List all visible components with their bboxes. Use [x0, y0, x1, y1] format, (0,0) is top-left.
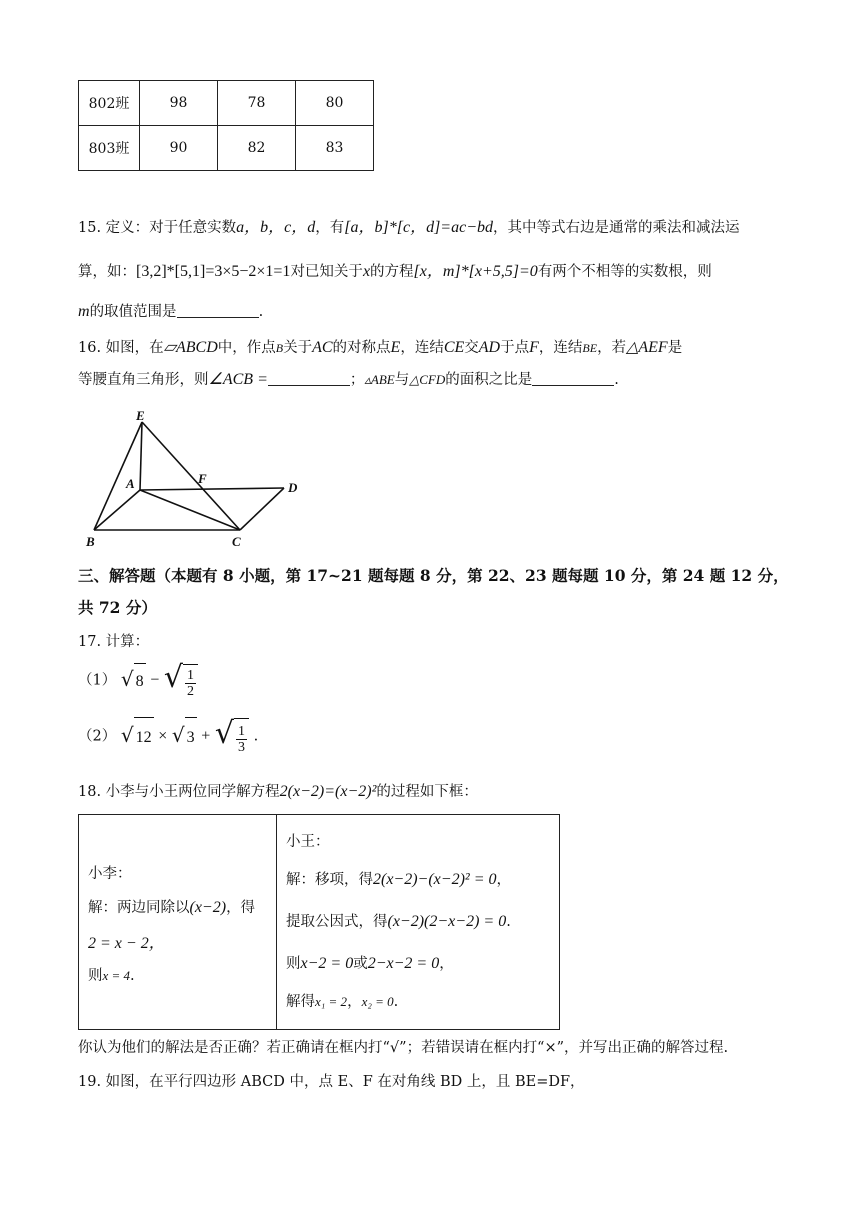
sqrt-expression: √ 12 [121, 715, 154, 758]
answer-blank [268, 371, 350, 386]
sqrt-fraction: √ $\frac{1}{3}$ [215, 714, 249, 759]
sqrt-expression: √ 3 [172, 715, 197, 758]
answer-blank [532, 371, 614, 386]
segment-EC [142, 422, 240, 530]
label-B: B [86, 534, 95, 549]
sqrt-fraction: √ $\frac{1}{2}$ [164, 660, 198, 701]
answer-blank [177, 303, 259, 318]
box-divider [276, 814, 277, 1029]
q17-title: 17. 计算： [78, 634, 150, 650]
q15-line-3: m的取值范围是 . [78, 303, 264, 320]
li-step-3: 则x = 4. [88, 968, 135, 984]
table-cell: 83 [296, 126, 374, 171]
table-cell: 78 [218, 81, 296, 126]
label-C: C [232, 534, 241, 549]
q17-part-1: （1） √ 8 − √ $\frac{1}{2}$ [78, 660, 198, 701]
wang-step-3: 则x−2 = 0或2−x−2 = 0， [286, 955, 454, 972]
wang-step-1: 解：移项，得2(x−2)−(x−2)² = 0， [286, 871, 511, 888]
q18-intro: 18. 小李与小王两位同学解方程2(x−2)=(x−2)²的过程如下框： [78, 783, 478, 800]
table-cell: 98 [140, 81, 218, 126]
li-step-1: 解：两边同除以(x−2)，得 [88, 899, 256, 916]
section-heading-cont: 共 72 分） [78, 598, 157, 617]
q18-question: 你认为他们的解法是否正确？若正确请在框内打“√”；若错误请在框内打“×”，并写出正确的解答过程. [78, 1040, 729, 1056]
li-name: 小李： [88, 866, 132, 882]
table-cell: 80 [296, 81, 374, 126]
q15-line-2: 算，如：[3,2]*[5,1]=3×5−2×1=1对已知关于x的方程[x，m]*[x+5,5]=0有两个不相等的实数根，则 [78, 263, 712, 280]
geometry-figure [78, 408, 318, 553]
segment-BE [94, 422, 142, 530]
q16-line-2: 等腰直角三角形，则∠ACB = ；▵ABE与△CFD的面积之比是 . [78, 371, 619, 388]
table-cell: 802班 [79, 81, 140, 126]
q17-part-2: （2） √ 12 × √ 3 + √ $\frac{1}{3}$ . [78, 714, 258, 759]
segment-EA [140, 422, 142, 490]
label-A: A [126, 476, 135, 491]
wang-name: 小王： [286, 834, 330, 850]
table-cell: 90 [140, 126, 218, 171]
table-cell: 803班 [79, 126, 140, 171]
wang-step-4: 解得x₁ = 2，x₂ = 0. [286, 994, 399, 1010]
q15-line-1: 15. 定义：对于任意实数a，b，c，d，有[a，b]*[c，d]=ac−bd，其中等式右边是通常的乘法和减法运 [78, 219, 740, 236]
table-row [79, 81, 374, 126]
q19-text: 19. 如图，在平行四边形 ABCD 中，点 E、F 在对角线 BD 上，且 BE=DF， [78, 1074, 585, 1090]
sqrt-expression: √ 8 [121, 661, 146, 700]
table-row [79, 126, 374, 171]
segment-AC [140, 490, 240, 530]
label-F: F [198, 471, 207, 486]
section-heading: 三、解答题（本题有 8 小题，第 17~21 题每题 8 分，第 22、23 题每题 10 分，第 24 题 12 分， [78, 566, 789, 585]
label-D: D [288, 480, 298, 495]
segment-AD [140, 488, 284, 490]
table-cell: 82 [218, 126, 296, 171]
label-E: E [136, 408, 145, 423]
wang-step-2: 提取公因式，得(x−2)(2−x−2) = 0. [286, 913, 511, 930]
q16-line-1: 16. 如图，在▱ABCD中，作点B关于AC的对称点E，连结CE交AD于点F，连结BE，若△AEF是 [78, 339, 683, 356]
li-step-2: 2 = x − 2， [88, 935, 165, 952]
segment-AB [94, 490, 140, 530]
score-table [78, 80, 374, 171]
segment-CD [240, 488, 284, 530]
